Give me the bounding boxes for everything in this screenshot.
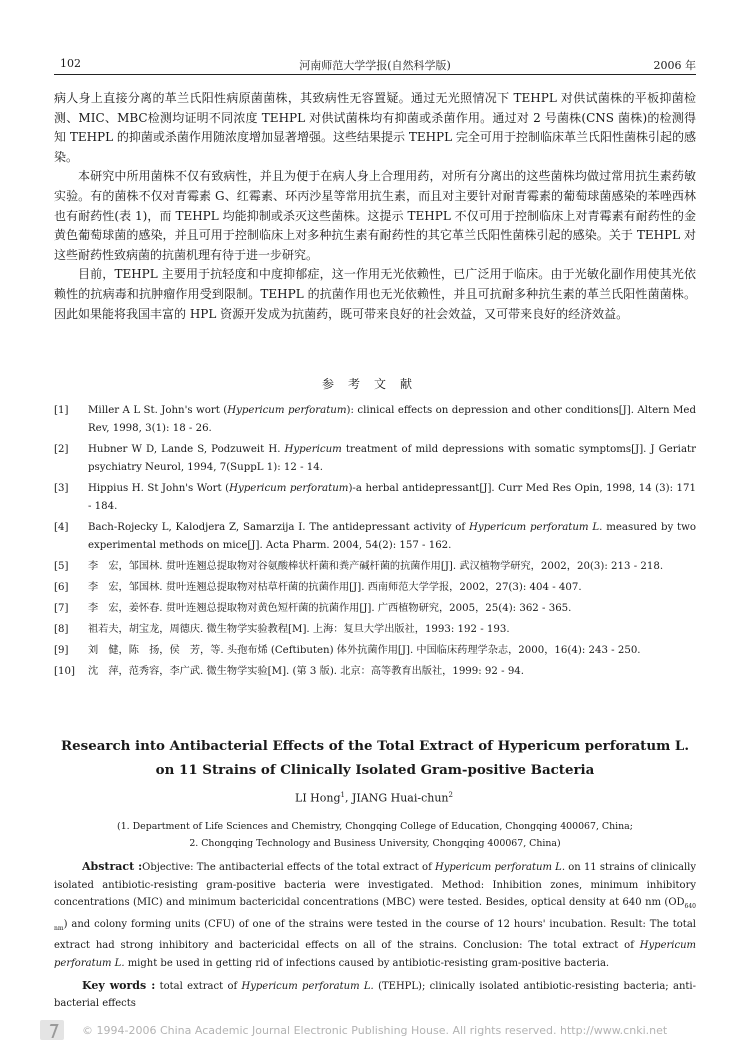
reference-number: [7] xyxy=(54,603,69,614)
english-title-line-1: Research into Antibacterial Effects of the Total Extract of Hypericum perforatum L. xyxy=(61,738,689,754)
reference-number: [6] xyxy=(54,582,69,593)
species-name: Hypericum perforatum xyxy=(227,405,347,416)
species-name: Hypericum xyxy=(284,444,342,455)
english-abstract xyxy=(54,858,696,1013)
author-line xyxy=(0,791,748,805)
reference-item xyxy=(54,579,696,597)
author-affil-mark: 1 xyxy=(340,791,345,799)
paragraph-3: 目前，TEHPL 主要用于抗轻度和中度抑郁症，这一作用无光依赖性，已广泛用于临床。由于光敏化副作用使其光依赖性的抗病毒和抗肿瘤作用受到限制。TEHPL 的抗菌作用也无光依赖性，并且可抗耐多种抗生素的革兰氏阳性菌菌株。因此如果能将我国丰富的 HPL 资源开发成为抗菌药，既可带来良好的社会效益，又可带来良好的经济效益。 xyxy=(54,267,696,321)
reference-number: [4] xyxy=(54,522,69,533)
page-number: 102 xyxy=(60,57,81,70)
reference-text: ): clinical effects on depression and other conditions[J]. Altern Med Rev, 1998, 3(1): 18 - 26. xyxy=(88,405,696,434)
reference-list xyxy=(54,402,696,684)
reference-number: [8] xyxy=(54,624,69,635)
discussion-text xyxy=(54,89,696,324)
reference-number: [2] xyxy=(54,444,69,455)
author-name: LI Hong xyxy=(295,791,341,805)
abstract-label: Abstract : xyxy=(82,860,143,873)
reference-text: 沈 萍，范秀容，李广武. 微生物学实验[M]. (第 3 版). 北京：高等教育出版社，1999: 92 - 94. xyxy=(88,666,525,677)
reference-number: [5] xyxy=(54,561,69,572)
running-header xyxy=(54,57,696,73)
reference-text: 李 宏，姜怀春. 贯叶连翘总提取物对黄色短杆菌的抗菌作用[J]. 广西植物研究，2005，25(4): 362 - 365. xyxy=(88,603,572,614)
reference-item xyxy=(54,480,696,516)
reference-text: 李 宏，邹国林. 贯叶连翘总提取物对谷氨酸棒状杆菌和粪产碱杆菌的抗菌作用[J]. 武汉植物学研究，2002，20(3): 213 - 218. xyxy=(88,561,664,572)
cnki-logo-icon xyxy=(40,1020,64,1040)
abstract-text: might be used in getting rid of infections caused by antibiotic-resisting gram-positive bacteria. xyxy=(124,957,610,969)
author-affil-mark: 2 xyxy=(448,791,453,799)
reference-number: [1] xyxy=(54,405,69,416)
species-name: Hypericum perforatum L. xyxy=(468,522,603,533)
reference-text: Miller A L St. John's wort ( xyxy=(88,405,228,416)
footer-url: http://www.cnki.net xyxy=(560,1024,668,1037)
paragraph-1: 病人身上直接分离的革兰氏阳性病原菌菌株，其致病性无容置疑。通过无光照情况下 TEHPL 对供试菌株的平板抑菌检测、MIC、MBC检测均证明不同浓度 TEHPL 对供试菌株均有抑菌或杀菌作用。通过对 2 号菌株(CNS 菌株)的检测得知 TEHPL 的抑菌或杀菌作用随浓度增加显著增强。这些结果提示 TEHPL 完全可用于控制临床革兰氏阳性菌株引起的感染。 xyxy=(54,91,696,164)
reference-item xyxy=(54,519,696,555)
reference-item xyxy=(54,642,696,660)
affiliation-2: 2. Chongqing Technology and Business University, Chongqing 400067, China) xyxy=(189,838,561,849)
reference-item xyxy=(54,663,696,681)
copyright-notice: © 1994-2006 China Academic Journal Electronic Publishing House. All rights reserved. xyxy=(82,1024,557,1037)
reference-text: 祖若夫，胡宝龙，周德庆. 微生物学实验教程[M]. 上海：复旦大学出版社，1993: 192 - 193. xyxy=(88,624,510,635)
reference-text: Hippius H. St John's Wort ( xyxy=(88,483,230,494)
reference-number: [3] xyxy=(54,483,69,494)
species-name: Hypericum perforatum xyxy=(229,483,349,494)
reference-text: 刘 健，陈 扬，侯 芳，等. 头孢布烯 (Ceftibuten) 体外抗菌作用[J]. 中国临床药理学杂志，2000，16(4): 243 - 250. xyxy=(88,645,641,656)
affiliations xyxy=(54,818,696,852)
affiliation-1: (1. Department of Life Sciences and Chemistry, Chongqing College of Education, Chongqing 400067, China; xyxy=(117,821,633,832)
keywords-paragraph xyxy=(54,977,696,1013)
journal-name: 河南师范大学学报(自然科学版) xyxy=(299,59,451,72)
reference-item xyxy=(54,600,696,618)
reference-number: [9] xyxy=(54,645,69,656)
reference-number: [10] xyxy=(54,666,75,677)
publication-year: 2006 年 xyxy=(653,59,696,72)
abstract-paragraph xyxy=(54,858,696,973)
english-title xyxy=(54,734,696,782)
reference-text: measured by two experimental methods on mice[J]. Acta Pharm. 2004, 54(2): 157 - 162. xyxy=(88,522,696,551)
reference-text: Bach-Rojecky L, Kalodjera Z, Samarzija I. The antidepressant activity of xyxy=(88,522,469,533)
author-name: JIANG Huai-chun xyxy=(352,791,449,805)
header-rule xyxy=(54,74,696,75)
abstract-text: ) and colony forming units (CFU) of one of the strains were tested in the course of 12 hours' incubation. Result: The total extract had strong inhibitory and bactericidal effects on all of the strains. Conclusion: The total extract of xyxy=(54,918,696,952)
keywords-text: (TEHPL); clinically isolated antibiotic-resisting bacteria; anti-bacterial effects xyxy=(54,980,696,1010)
species-name: Hypericum perforatum L. xyxy=(241,980,374,992)
reference-text: 李 宏，邹国林. 贯叶连翘总提取物对枯草杆菌的抗菌作用[J]. 西南师范大学学报，2002，27(3): 404 - 407. xyxy=(88,582,582,593)
abstract-text: Objective: The antibacterial effects of the total extract of xyxy=(142,862,436,873)
od-subscript: 640 nm xyxy=(54,903,696,932)
keywords-label: Key words : xyxy=(82,978,156,992)
reference-item xyxy=(54,441,696,477)
reference-text: Hubner W D, Lande S, Podzuweit H. xyxy=(88,444,285,455)
species-name: Hypericum perforatum L. xyxy=(435,862,566,873)
reference-text: )-a herbal antidepressant[J]. Curr Med Res Opin, 1998, 14 (3): 171 - 184. xyxy=(88,483,696,512)
reference-item xyxy=(54,402,696,438)
references-heading: 参考文献 xyxy=(321,377,426,391)
author-separator: , xyxy=(345,791,352,805)
keywords-text: total extract of xyxy=(155,980,242,992)
reference-text: treatment of mild depressions with somatic symptoms[J]. J Geriatr psychiatry Neurol, 1994, 7(SuppL 1): 12 - 14. xyxy=(88,444,696,473)
reference-item xyxy=(54,558,696,576)
paragraph-2: 本研究中所用菌株不仅有致病性，并且为便于在病人身上合理用药，对所有分离出的这些菌株均做过常用抗生素药敏实验。有的菌株不仅对青霉素 G、红霉素、环丙沙星等常用抗生素，而且对主要针对耐青霉素的葡萄球菌感染的苯唑西林也有耐药性(表 1)，而 TEHPL 均能抑制或杀灭这些菌株。这提示 TEHPL 不仅可用于控制临床上对青霉素有耐药性的金黄色葡萄球菌的感染，并且可用于控制临床上对多种抗生素有耐药性的其它革兰氏阳性菌株引起的感染。关于 TEHPL 对这些耐药性致病菌的抗菌机理有待于进一步研究。 xyxy=(54,169,696,262)
page-footer xyxy=(40,1020,730,1042)
english-title-line-2: on 11 Strains of Clinically Isolated Gram-positive Bacteria xyxy=(155,762,595,778)
abstract-text: on 11 strains of clinically isolated antibiotic-resisting gram-positive bacteria were investigated. Method: Inhibition zones, minimum inhibitory concentrations (MIC) and minimum bactericidal concentrations (MBC) were tested. Besides, optical density at 640 nm (OD xyxy=(54,862,697,909)
reference-item xyxy=(54,621,696,639)
species-name: Hypericum perforatum L. xyxy=(54,940,696,969)
